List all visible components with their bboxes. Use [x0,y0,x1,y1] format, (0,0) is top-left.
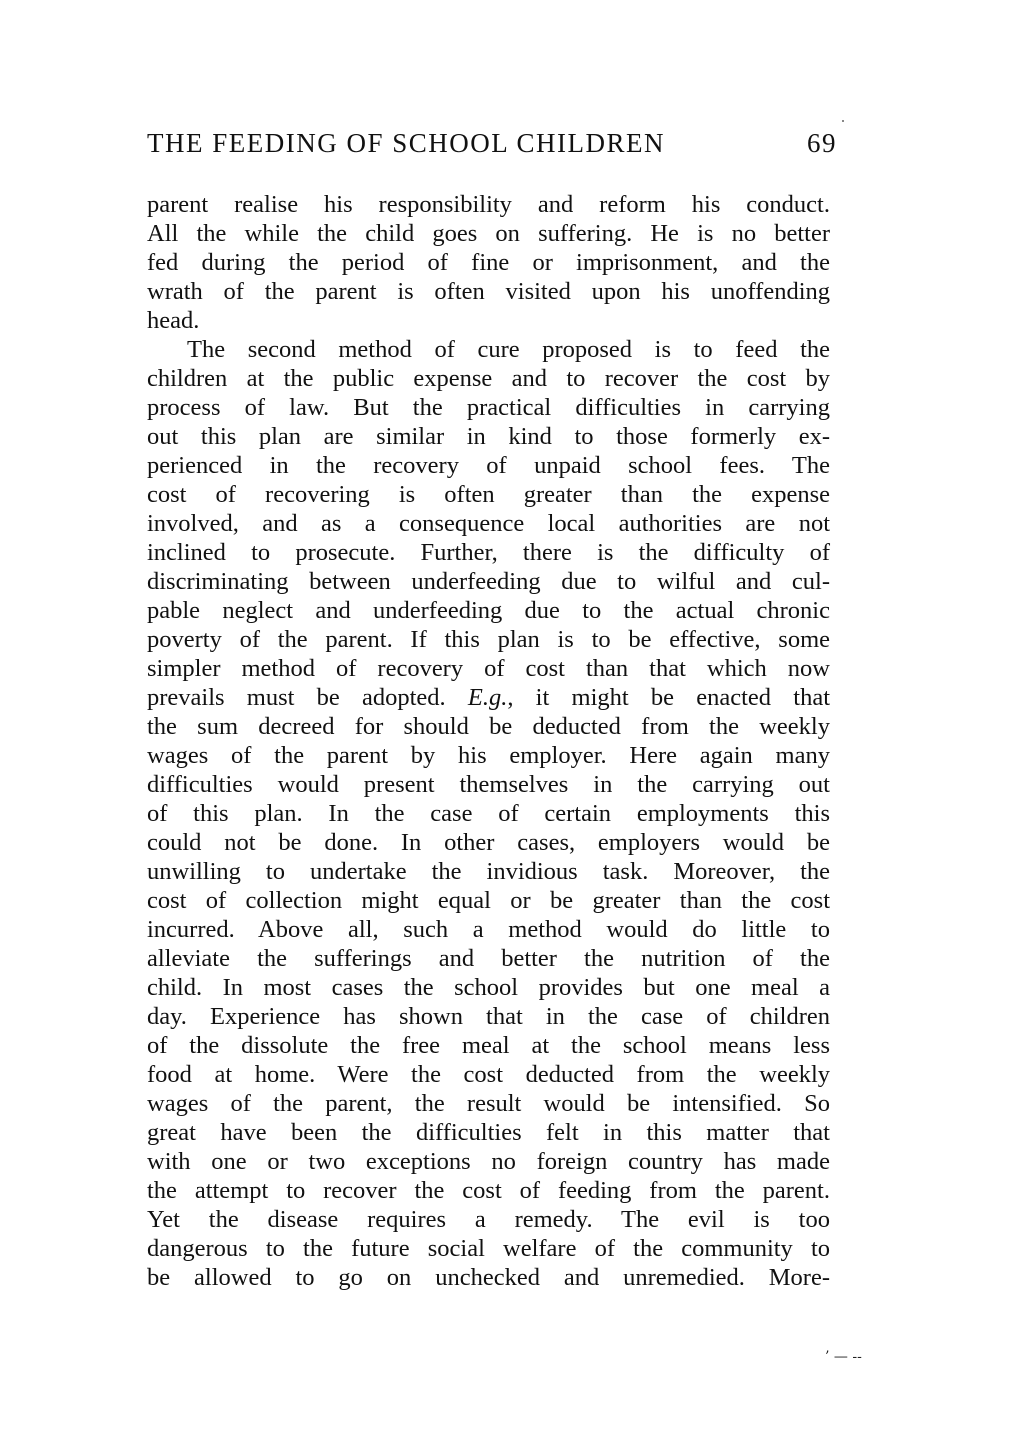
text-line: All the while the child goes on suffering. He is no better [147,220,830,247]
text-line: cost of recovering is often greater than the expense [147,481,830,508]
text-line: perienced in the recovery of unpaid school fees. The [147,452,830,479]
text-run: prevails must be adopted. [147,684,468,711]
text-run: , it might be enacted that [507,684,830,711]
text-line: incurred. Above all, such a method would do little to [147,916,830,943]
text-line: alleviate the sufferings and better the nutrition of the [147,945,830,972]
text-line: difficulties would present themselves in the carrying out [147,771,830,798]
body-text [147,190,830,1292]
text-line: parent realise his responsibility and reform his conduct. [147,191,830,218]
text-line: out this plan are similar in kind to those formerly ex- [147,423,830,450]
text-line: dangerous to the future social welfare of the community to [147,1235,830,1262]
footer-marks: ’ — -- [825,1349,862,1365]
text-line: discriminating between underfeeding due to wilful and cul- [147,568,830,595]
italic-abbreviation: E.g. [467,684,508,711]
text-line: The second method of cure proposed is to feed the [187,336,830,363]
text-line: could not be done. In other cases, employers would be [147,829,830,856]
text-line: unwilling to undertake the invidious task. Moreover, the [147,858,830,885]
text-line: wages of the parent by his employer. Here again many [147,742,830,769]
page-number: 69 [807,128,837,158]
text-line: day. Experience has shown that in the case of children [147,1003,830,1030]
text-line: child. In most cases the school provides but one meal a [147,974,830,1001]
text-line: the sum decreed for should be deducted from the weekly [147,713,830,740]
text-line: be allowed to go on unchecked and unremedied. More- [147,1264,830,1291]
running-header [147,128,837,172]
scan-speck [842,120,844,122]
running-title: THE FEEDING OF SCHOOL CHILDREN [147,128,665,158]
text-line: of the dissolute the free meal at the school means less [147,1032,830,1059]
text-line-eg [147,683,830,712]
text-line: of this plan. In the case of certain employments this [147,800,830,827]
text-line: Yet the disease requires a remedy. The evil is too [147,1206,830,1233]
text-line: cost of collection might equal or be greater than the cost [147,887,830,914]
text-line: children at the public expense and to recover the cost by [147,365,830,392]
text-line: the attempt to recover the cost of feeding from the parent. [147,1177,830,1204]
text-line: inclined to prosecute. Further, there is the difficulty of [147,539,830,566]
text-line: pable neglect and underfeeding due to the actual chronic [147,597,830,624]
text-line: involved, and as a consequence local authorities are not [147,510,830,537]
text-line: wrath of the parent is often visited upon his unoffending [147,278,830,305]
text-line: wages of the parent, the result would be intensified. So [147,1090,830,1117]
text-line: poverty of the parent. If this plan is to be effective, some [147,626,830,653]
text-line: process of law. But the practical difficulties in carrying [147,394,830,421]
text-line: food at home. Were the cost deducted from the weekly [147,1061,830,1088]
text-line: with one or two exceptions no foreign country has made [147,1148,830,1175]
text-line: simpler method of recovery of cost than that which now [147,655,830,682]
text-line: head. [147,307,200,334]
text-line: great have been the difficulties felt in this matter that [147,1119,830,1146]
text-line: fed during the period of fine or imprisonment, and the [147,249,830,276]
